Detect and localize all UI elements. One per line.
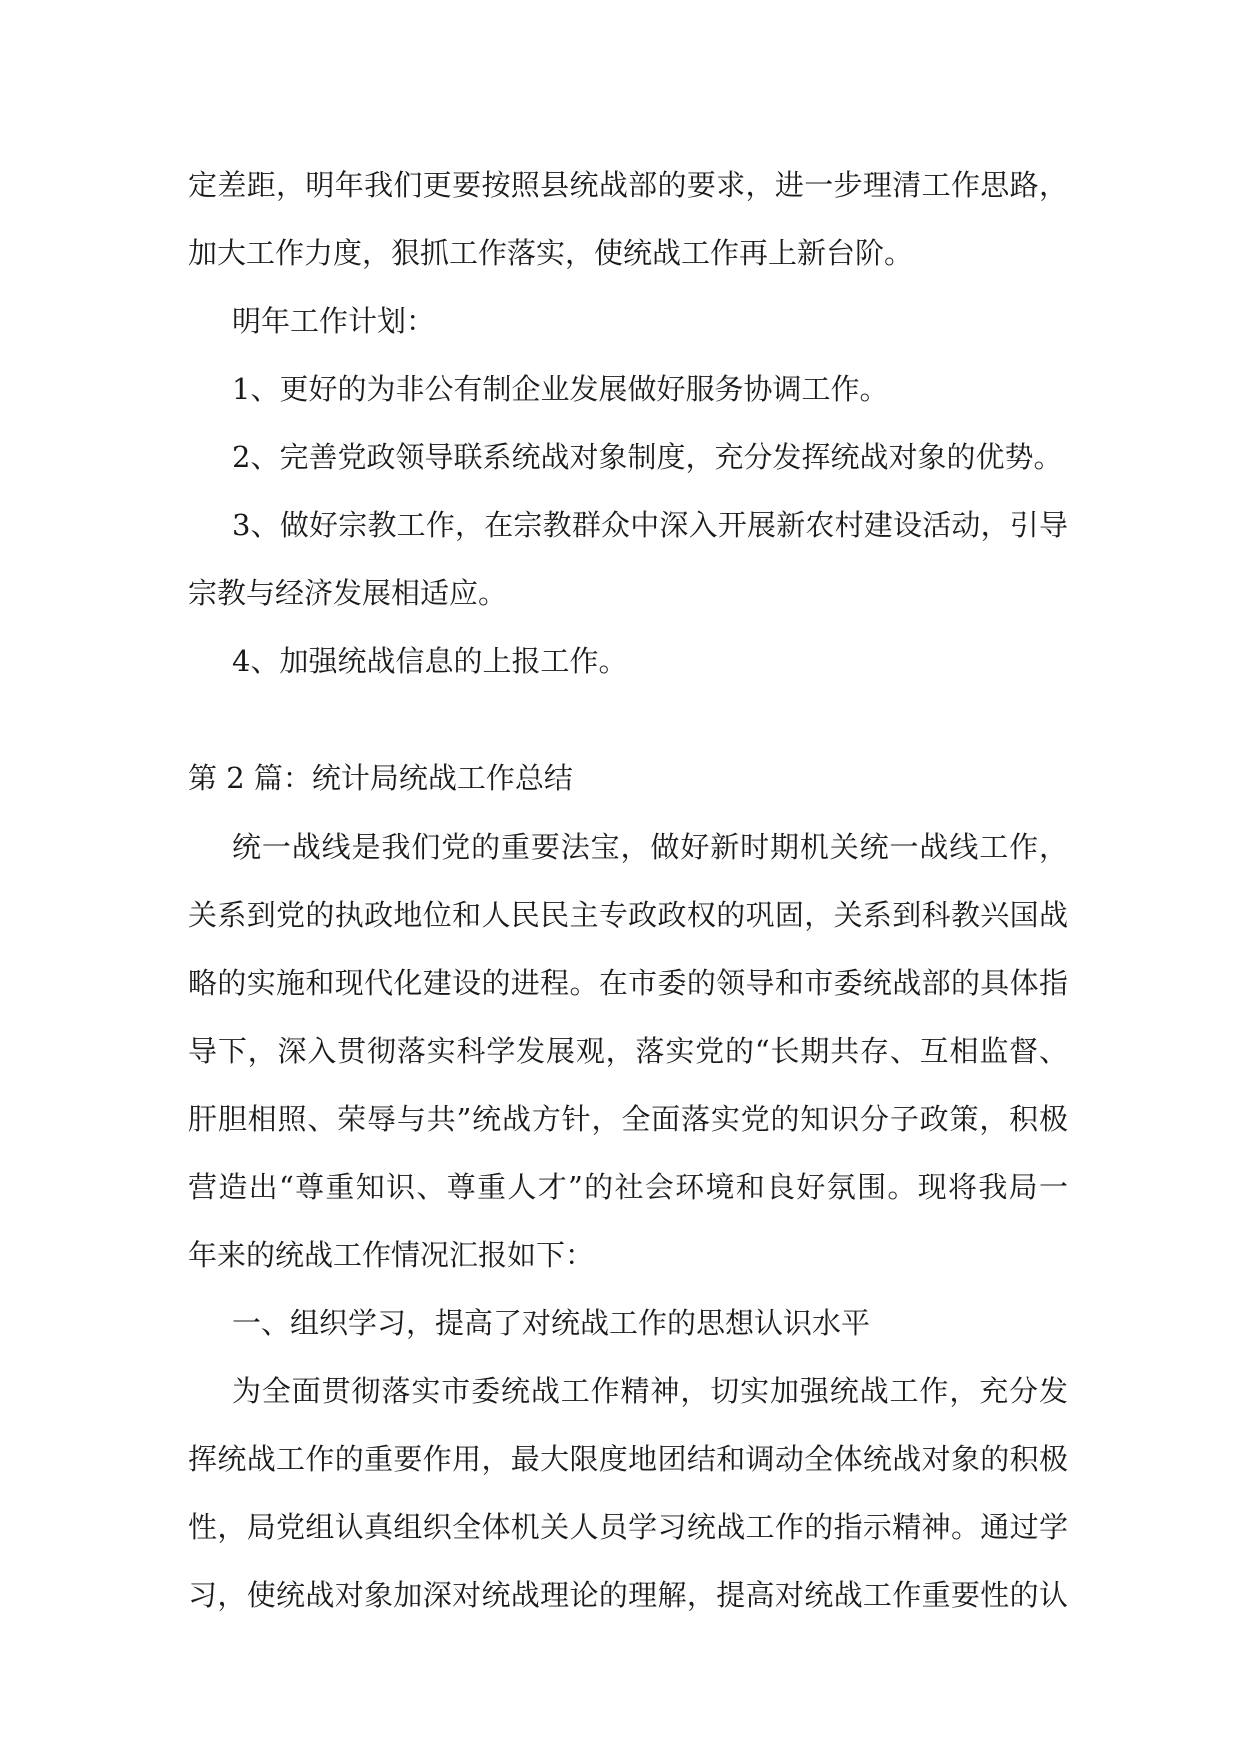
list-item: 1、更好的为非公有制企业发展做好服务协调工作。 <box>232 372 889 406</box>
text-line: 习，使统战对象加深对统战理论的理解，提高对统战工作重要性的认 <box>188 1578 1068 1612</box>
text-line: 加大工作力度，狠抓工作落实，使统战工作再上新台阶。 <box>188 236 914 270</box>
text-line: 挥统战工作的重要作用，最大限度地团结和调动全体统战对象的积极 <box>188 1442 1068 1476</box>
section-heading: 一、组织学习，提高了对统战工作的思想认识水平 <box>232 1306 871 1340</box>
text-line: 定差距，明年我们更要按照县统战部的要求，进一步理清工作思路， <box>188 168 1068 202</box>
text-line: 导下，深入贯彻落实科学发展观，落实党的“长期共存、互相监督、 <box>188 1034 1068 1068</box>
article-title: 第 2 篇：统计局统战工作总结 <box>188 761 573 795</box>
text-line: 略的实施和现代化建设的进程。在市委的领导和市委统战部的具体指 <box>188 966 1068 1000</box>
text-line: 为全面贯彻落实市委统战工作精神，切实加强统战工作，充分发 <box>232 1374 1068 1408</box>
section-label: 明年工作计划： <box>232 304 436 338</box>
text-line: 营造出“尊重知识、尊重人才”的社会环境和良好氛围。现将我局一 <box>188 1170 1068 1204</box>
text-line: 性，局党组认真组织全体机关人员学习统战工作的指示精神。通过学 <box>188 1510 1068 1544</box>
list-item: 2、完善党政领导联系统战对象制度，充分发挥统战对象的优势。 <box>232 440 1063 474</box>
text-line: 年来的统战工作情况汇报如下： <box>188 1238 595 1272</box>
list-item: 3、做好宗教工作，在宗教群众中深入开展新农村建设活动，引导 <box>232 508 1068 542</box>
list-item: 4、加强统战信息的上报工作。 <box>232 644 628 678</box>
text-line: 肝胆相照、荣辱与共”统战方针，全面落实党的知识分子政策，积极 <box>188 1102 1068 1136</box>
text-line: 宗教与经济发展相适应。 <box>188 576 508 610</box>
text-line: 关系到党的执政地位和人民民主专政政权的巩固，关系到科教兴国战 <box>188 898 1068 932</box>
text-line: 统一战线是我们党的重要法宝，做好新时期机关统一战线工作， <box>232 830 1068 864</box>
